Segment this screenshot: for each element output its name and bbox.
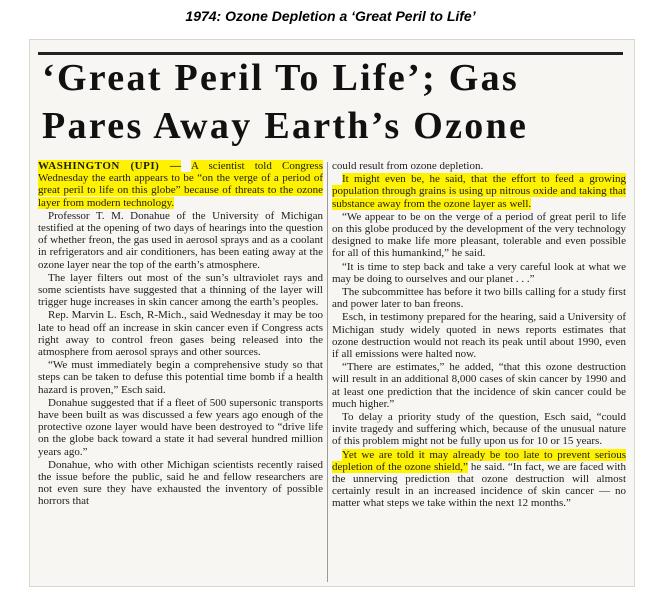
lead-paragraph [38, 160, 323, 209]
paragraph: The layer filters out most of the sun’s ultraviolet rays and some scientists have suggested that a thinning of the layer will trigger huge increases in skin cancer among the earth’s peoples. [38, 271, 323, 309]
image-caption: 1974: Ozone Depletion a ‘Great Peril to Life’ [185, 8, 476, 24]
paragraph: “It is time to step back and take a very careful look at what we may be doing to ourselves and our planet . . .” [332, 260, 626, 285]
paragraph: could result from ozone depletion. [332, 160, 484, 172]
paragraph [332, 449, 626, 510]
newspaper-clipping [30, 40, 634, 586]
paragraph: The subcommittee has before it two bills calling for a study first and power later to ban freons. [332, 286, 626, 311]
top-rule [38, 52, 623, 55]
headline-line-2: Pares Away Earth’s Ozone [42, 105, 529, 147]
paragraph: “We appear to be on the verge of a period of great peril to life on this globe produced by the development of the very technology designed to make life more pleasant, tolerable and even possible for all of this humankind,” he said. [332, 210, 626, 260]
column-divider [327, 162, 328, 582]
paragraph: “We must immediately begin a comprehensive study so that steps can be taken to defuse this potential time bomb if a health hazard is proven,” Esch said. [38, 359, 323, 396]
dateline: WASHINGTON (UPI) — [38, 160, 182, 172]
paragraph: Donahue suggested that if a fleet of 500 supersonic transports have been built as was discussed a few years ago enough of the protective ozone layer would have been destroyed to “drive life on the globe back toward a state it had several hundred million years ago.” [38, 396, 323, 458]
paragraph: To delay a priority study of the question, Esch said, “could invite tragedy and suffering which, because of the unusual nature of this problem might not be fully upon us for 10 or 15 years. [332, 411, 626, 448]
headline-line-1: ‘Great Peril To Life’; Gas [42, 57, 520, 99]
highlighted-text: A scientist told Congress Wednesday the earth appears to be “on the verge of a period of great peril to life on this globe” because of threats to the ozone layer from modern technology. [38, 160, 323, 209]
left-column [38, 160, 323, 509]
right-column [332, 160, 626, 511]
paragraph: “There are estimates,” he added, “that this ozone destruction will result in an additional 8,000 cases of skin cancer by 1990 and at least one prediction that the incidence of skin cancer could be much higher.” [332, 361, 626, 410]
paragraph: Professor T. M. Donahue of the University of Michigan testified at the opening of two days of hearings into the question of whether freon, the gas used in aerosol sprays and as a coolant in refrigerators and air conditioners, has been eating away at the ozone layer near the top of the earth’s atmosphere. [38, 209, 323, 271]
paragraph [332, 173, 626, 210]
paragraph-text: he said. “In fact, we are faced with the unnerving prediction that ozone destruction will almost certainly result in an increased incidence of skin cancer — no matter what steps we take within the next 12 months.” [332, 460, 626, 510]
paragraph: Donahue, who with other Michigan scientists recently raised the issue before the public, said he and fellow researchers are not even sure they have exhausted the inventory of possible horrors that [38, 458, 323, 508]
highlighted-text: Yet we are told it may already be too late to prevent serious depletion of the ozone shield,” [332, 448, 626, 473]
highlighted-text: It might even be, he said, that the effort to feed a growing population through grains is using up nitrous oxide and taking that substance away from the ozone layer as well. [332, 173, 626, 210]
paragraph: Esch, in testimony prepared for the hearing, said a University of Michigan study widely quoted in news reports estimates that ozone destruction would not reach its peak until about 1990, even if all emissions were halted now. [332, 311, 626, 361]
paragraph: Rep. Marvin L. Esch, R-Mich., said Wednesday it may be too late to head off an increase in skin cancer even if Congress acts right away to control freon gases being released into the atmosphere from aerosol sprays and other sources. [38, 309, 323, 359]
